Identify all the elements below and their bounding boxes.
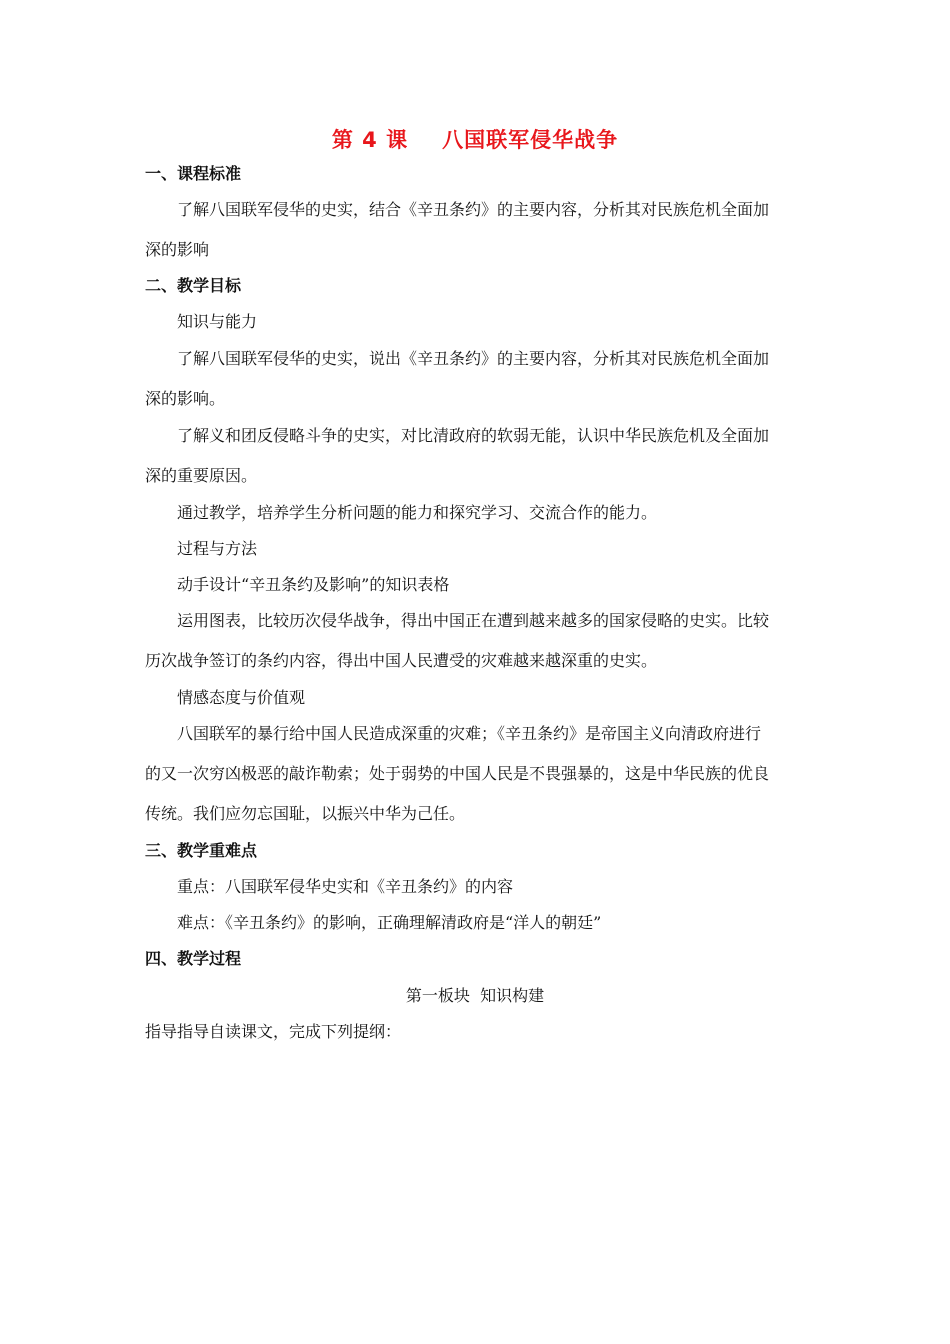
subheading-process: 过程与方法 bbox=[177, 539, 258, 558]
paragraph-line: 传统。我们应勿忘国耻，以振兴中华为己任。 bbox=[145, 804, 466, 823]
paragraph-line: 动手设计“辛丑条约及影响”的知识表格 bbox=[177, 575, 450, 594]
paragraph-line: 指导指导自读课文，完成下列提纲： bbox=[145, 1022, 402, 1041]
paragraph-line: 运用图表，比较历次侵华战争，得出中国正在遭到越来越多的国家侵略的史实。比较 bbox=[177, 611, 770, 630]
paragraph-line: 深的重要原因。 bbox=[145, 466, 258, 485]
subheading-values: 情感态度与价值观 bbox=[177, 688, 306, 707]
section-heading-standards: 一、课程标准 bbox=[145, 164, 242, 183]
paragraph-line: 深的影响。 bbox=[145, 389, 226, 408]
paragraph-line: 的又一次穷凶极恶的敲诈勒索；处于弱势的中国人民是不畏强暴的，这是中华民族的优良 bbox=[145, 764, 770, 783]
section-heading-objectives: 二、教学目标 bbox=[145, 276, 242, 295]
paragraph-line: 了解八国联军侵华的史实，说出《辛丑条约》的主要内容，分析其对民族危机全面加 bbox=[177, 349, 770, 368]
paragraph-line: 重点：八国联军侵华史实和《辛丑条约》的内容 bbox=[177, 877, 514, 896]
lesson-number: 第 4 课 bbox=[331, 128, 409, 152]
section-heading-key-points: 三、教学重难点 bbox=[145, 841, 258, 860]
paragraph-line: 通过教学，培养学生分析问题的能力和探究学习、交流合作的能力。 bbox=[177, 503, 658, 522]
lesson-name: 八国联军侵华战争 bbox=[442, 128, 619, 152]
page-title bbox=[0, 124, 950, 154]
paragraph-line: 了解八国联军侵华的史实，结合《辛丑条约》的主要内容，分析其对民族危机全面加 bbox=[177, 200, 770, 219]
paragraph-line: 深的影响 bbox=[145, 240, 210, 259]
paragraph-line: 历次战争签订的条约内容，得出中国人民遭受的灾难越来越深重的史实。 bbox=[145, 651, 658, 670]
section-heading-process: 四、教学过程 bbox=[145, 949, 242, 968]
paragraph-line: 难点：《辛丑条约》的影响，正确理解清政府是“洋人的朝廷” bbox=[177, 913, 602, 932]
paragraph-line: 了解义和团反侵略斗争的史实，对比清政府的软弱无能，认识中华民族危机及全面加 bbox=[177, 426, 770, 445]
block-title: 第一板块 知识构建 bbox=[405, 986, 545, 1005]
paragraph-line: 八国联军的暴行给中国人民造成深重的灾难；《辛丑条约》是帝国主义向清政府进行 bbox=[177, 724, 762, 743]
subheading-knowledge: 知识与能力 bbox=[177, 312, 258, 331]
